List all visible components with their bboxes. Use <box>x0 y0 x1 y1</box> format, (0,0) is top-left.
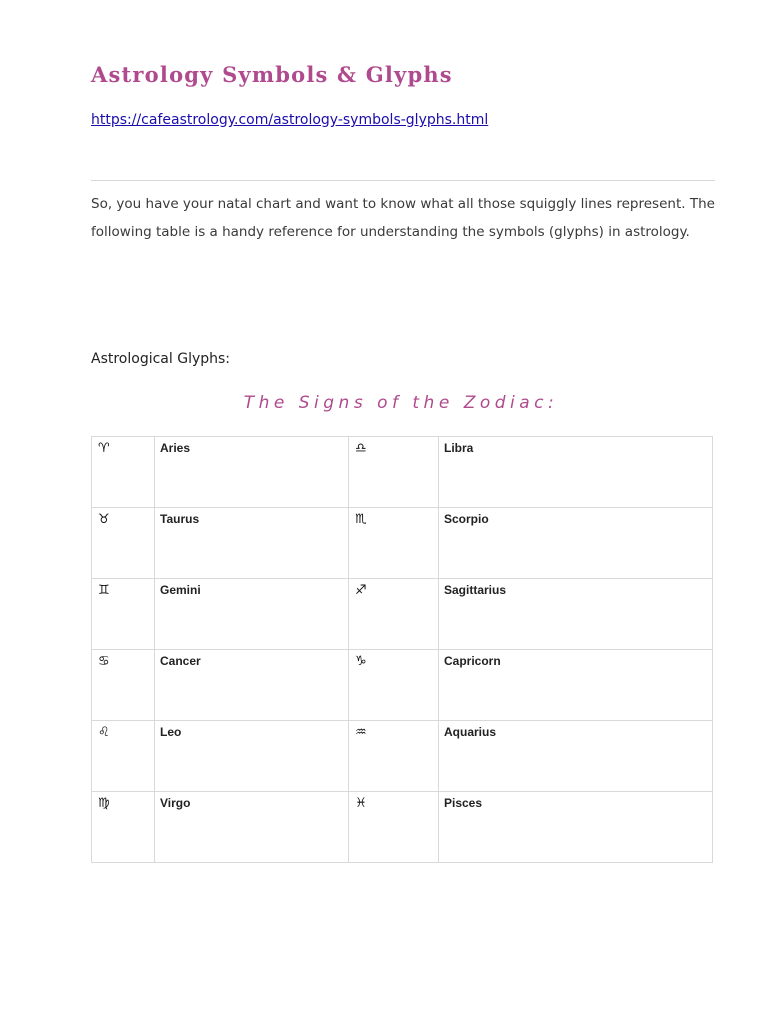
sign-name-leo: Leo <box>155 721 349 792</box>
sign-name-gemini: Gemini <box>155 579 349 650</box>
table-row <box>92 508 713 579</box>
table-row <box>92 437 713 508</box>
virgo-glyph-icon: ♍︎ <box>92 792 155 863</box>
sign-name-sagittarius: Sagittarius <box>439 579 713 650</box>
sagittarius-glyph-icon: ♐︎ <box>349 579 439 650</box>
table-row <box>92 650 713 721</box>
table-caption: The Signs of the Zodiac: <box>243 393 559 413</box>
gemini-glyph-icon: ♊︎ <box>92 579 155 650</box>
section-heading: Astrological Glyphs: <box>91 351 231 367</box>
source-link[interactable]: https://cafeastrology.com/astrology-symbols-glyphs.html <box>91 112 489 128</box>
table-row <box>92 721 713 792</box>
sign-name-aquarius: Aquarius <box>439 721 713 792</box>
horizontal-divider <box>91 180 715 181</box>
taurus-glyph-icon: ♉︎ <box>92 508 155 579</box>
aries-glyph-icon: ♈︎ <box>92 437 155 508</box>
aquarius-glyph-icon: ♒︎ <box>349 721 439 792</box>
document-title: Astrology Symbols & Glyphs <box>91 62 453 87</box>
sign-name-virgo: Virgo <box>155 792 349 863</box>
libra-glyph-icon: ♎︎ <box>349 437 439 508</box>
sign-name-scorpio: Scorpio <box>439 508 713 579</box>
intro-paragraph: So, you have your natal chart and want to know what all those squiggly lines represent. The following table is a handy reference for understanding the symbols (glyphs) in astrology. <box>91 196 715 240</box>
zodiac-table <box>91 436 713 863</box>
leo-glyph-icon: ♌︎ <box>92 721 155 792</box>
pisces-glyph-icon: ♓︎ <box>349 792 439 863</box>
table-row <box>92 792 713 863</box>
sign-name-taurus: Taurus <box>155 508 349 579</box>
sign-name-aries: Aries <box>155 437 349 508</box>
sign-name-cancer: Cancer <box>155 650 349 721</box>
table-row <box>92 579 713 650</box>
sign-name-capricorn: Capricorn <box>439 650 713 721</box>
sign-name-pisces: Pisces <box>439 792 713 863</box>
capricorn-glyph-icon: ♑︎ <box>349 650 439 721</box>
cancer-glyph-icon: ♋︎ <box>92 650 155 721</box>
sign-name-libra: Libra <box>439 437 713 508</box>
scorpio-glyph-icon: ♏︎ <box>349 508 439 579</box>
